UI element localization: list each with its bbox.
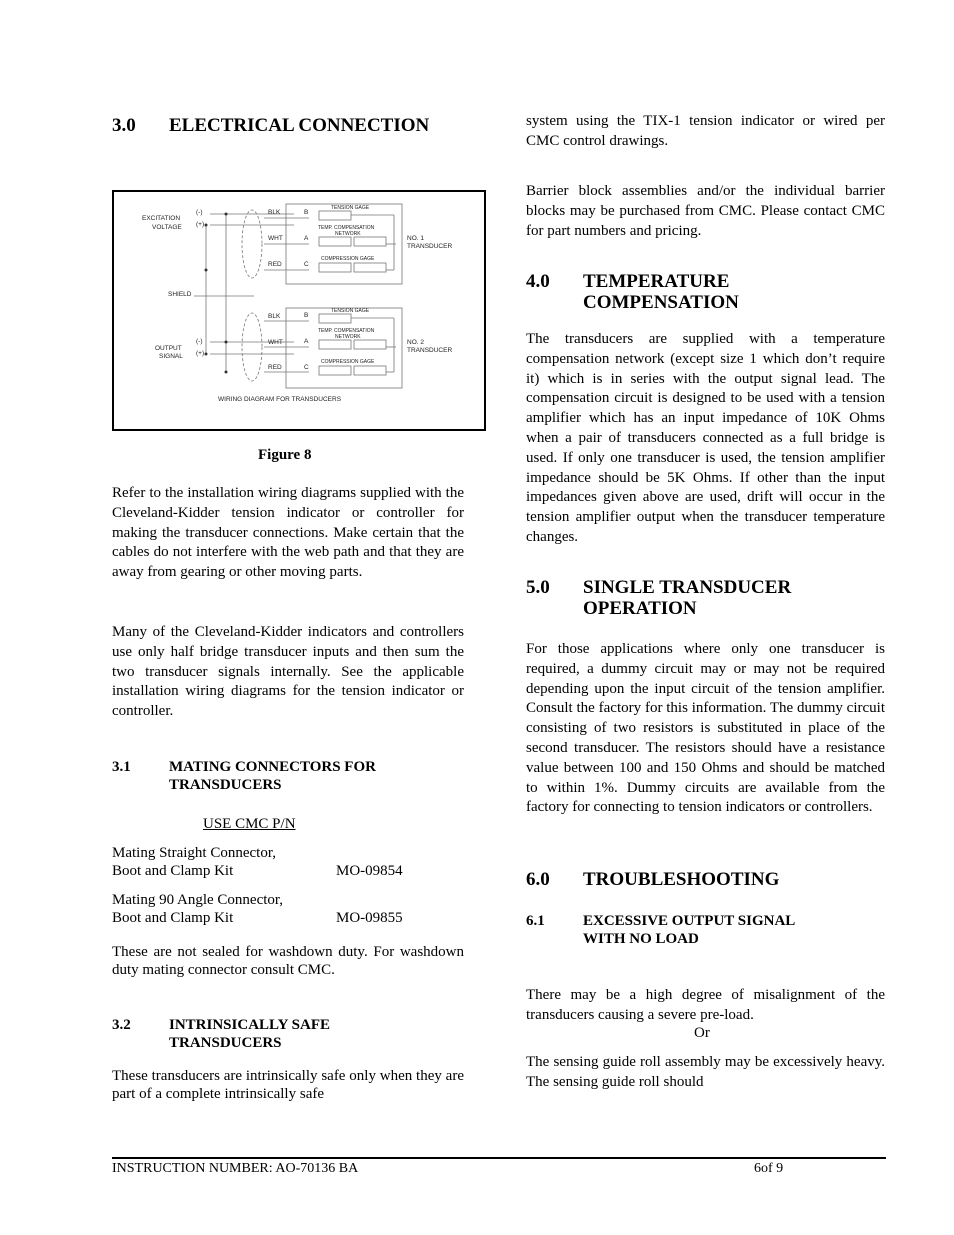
right-paragraph-0: system using the TIX-1 tension indicator or wired per CMC control drawings. [526, 113, 885, 149]
label-pin-a-1: A [304, 235, 309, 242]
part-row-1: Mating Straight Connector, Boot and Clamp Kit MO-09854 [112, 845, 403, 879]
label-red-1: RED [268, 261, 282, 268]
label-voltage: VOLTAGE [152, 224, 182, 231]
section-5-0-heading: 5.0 SINGLE TRANSDUCER OPERATION [526, 577, 792, 619]
part-row-2: Mating 90 Angle Connector, Boot and Clamp Kit MO-09855 [112, 892, 403, 926]
label-signal: SIGNAL [159, 353, 183, 360]
label-exc-minus: (-) [196, 209, 203, 216]
label-blk-2: BLK [268, 313, 281, 320]
section-4-0-heading: 4.0 TEMPERATURE COMPENSATION [526, 271, 739, 313]
label-excitation: EXCITATION [142, 215, 181, 222]
wiring-diagram-svg [114, 192, 484, 429]
left-paragraph-4: These transducers are intrinsically safe only when they are part of a complete intrinsically safe [112, 1068, 464, 1102]
label-pin-b-2: B [304, 312, 309, 319]
label-compression-gage-2: COMPRESSION GAGE [321, 359, 375, 365]
label-no2-transducer: TRANSDUCER [407, 347, 453, 354]
label-out-plus: (+) [196, 350, 205, 357]
or-separator: Or [694, 1025, 710, 1041]
label-temp-comp-1: TEMP. COMPENSATION [318, 225, 375, 231]
label-wht-2: WHT [268, 339, 283, 346]
label-pin-c-1: C [304, 261, 309, 268]
label-no1-transducer: TRANSDUCER [407, 243, 453, 250]
label-network-2: NETWORK [335, 334, 361, 340]
label-out-minus: (-) [196, 338, 203, 345]
label-tension-gage-2: TENSION GAGE [331, 308, 370, 314]
label-pin-a-2: A [304, 338, 309, 345]
footer-page-number: 6of 9 [754, 1161, 784, 1176]
section-3-1-heading: 3.1 MATING CONNECTORS FOR TRANSDUCERS [112, 759, 376, 793]
label-no1: NO. 1 [407, 235, 424, 242]
label-wht-1: WHT [268, 235, 283, 242]
label-exc-plus: (+) [196, 221, 205, 228]
left-paragraph-1: Refer to the installation wiring diagrams supplied with the Cleveland-Kidder tension indicator or controller for making the transducer connections. Make certain that the cables do not interfere with the web path and that they are away from gearing or other moving parts. [112, 485, 464, 581]
diagram-title: WIRING DIAGRAM FOR TRANSDUCERS [218, 396, 342, 403]
section-3-0-heading: 3.0 ELECTRICAL CONNECTION [112, 115, 430, 136]
section-6-0-heading: 6.0 TROUBLESHOOTING [526, 869, 780, 890]
use-cmc-pn-label: USE CMC P/N [203, 816, 296, 832]
label-red-2: RED [268, 364, 282, 371]
left-paragraph-2: Many of the Cleveland-Kidder indicators and controllers use only half bridge transducer inputs and then sum the two transducer signals internally. See the applicable installation wiring diagrams for the tension indicator or controller. [112, 624, 464, 720]
right-paragraph-4: The sensing guide roll assembly may be excessively heavy. The sensing guide roll should [526, 1054, 885, 1090]
right-paragraph-0b: Barrier block assemblies and/or the individual barrier blocks may be purchased from CMC. Please contact CMC for part numbers and pricing. [526, 183, 885, 239]
label-output: OUTPUT [155, 345, 182, 352]
label-pin-b-1: B [304, 209, 309, 216]
right-paragraph-1: The transducers are supplied with a temperature compensation network (except size 1 which don’t require it) which is in series with the output signal lead. The compensation circuit is designed to be used with a tension amplifier which has an input impedance of 10K Ohms when a pair of transducers connected as a full bridge is used. If only one transducer is used, the tension amplifier impedance should be 5K Ohms. If other than the input impedances given above are used, drift will occur in the tension amplifier output when the transducer temperature changes. [526, 331, 885, 545]
right-paragraph-3: There may be a high degree of misalignment of the transducers causing a severe pre-load. [526, 987, 885, 1023]
section-6-1-heading: 6.1 EXCESSIVE OUTPUT SIGNAL WITH NO LOAD [526, 913, 796, 947]
left-paragraph-3: These are not sealed for washdown duty. For washdown duty mating connector consult CMC. [112, 944, 464, 978]
label-temp-comp-2: TEMP. COMPENSATION [318, 328, 375, 334]
figure-caption: Figure 8 [258, 447, 312, 463]
footer-instruction-number: INSTRUCTION NUMBER: AO-70136 BA [112, 1161, 359, 1176]
label-no2: NO. 2 [407, 339, 424, 346]
label-network-1: NETWORK [335, 231, 361, 237]
label-blk-1: BLK [268, 209, 281, 216]
wiring-diagram-figure [112, 190, 486, 431]
footer-rule [112, 1157, 886, 1159]
label-shield: SHIELD [168, 291, 192, 298]
section-3-2-heading: 3.2 INTRINSICALLY SAFE TRANSDUCERS [112, 1017, 331, 1051]
label-compression-gage-1: COMPRESSION GAGE [321, 256, 375, 262]
label-pin-c-2: C [304, 364, 309, 371]
right-paragraph-2: For those applications where only one transducer is required, a dummy circuit may or may not be required depending upon the input circuit of the tension amplifier. Consult the factory for this information. The dummy circuit consisting of two resistors is substituted in place of the second transducer. The resistors should have a resistance value between 100 and 150 Ohms and should be matched to within 1%. Dummy circuits are available from the factory for connecting to tension indicators or controllers. [526, 641, 885, 816]
label-tension-gage-1: TENSION GAGE [331, 205, 370, 211]
